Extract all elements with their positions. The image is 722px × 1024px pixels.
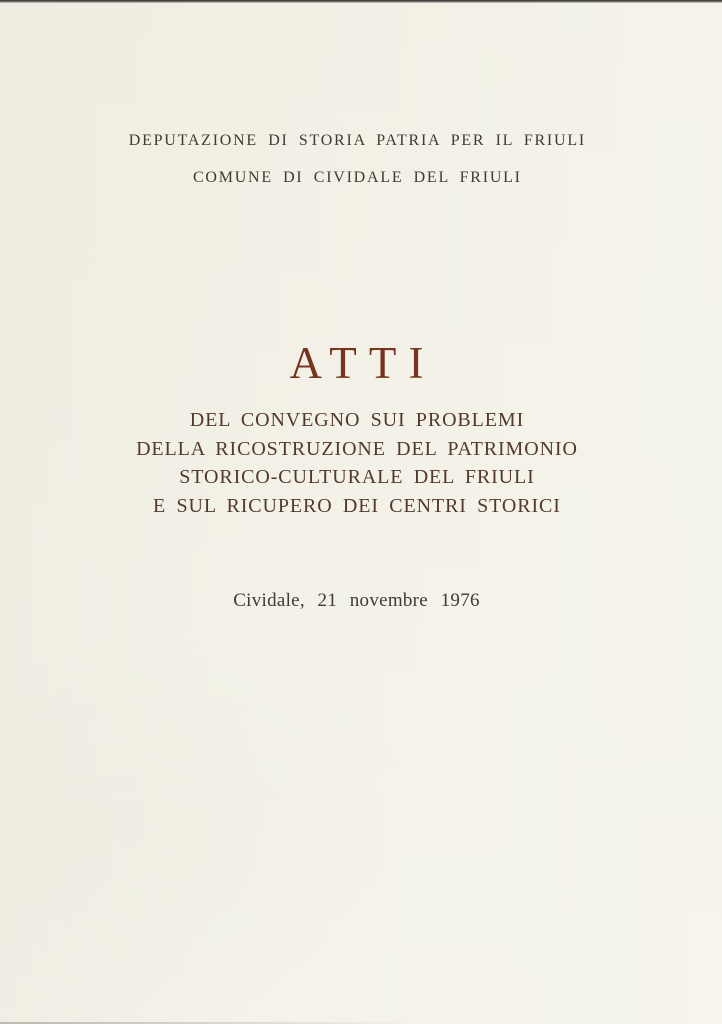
subtitle-line-4: E SUL RICUPERO DEI CENTRI STORICI xyxy=(153,494,561,517)
subtitle-block xyxy=(0,406,713,520)
subtitle-line-3: STORICO-CULTURALE DEL FRIULI xyxy=(179,466,535,488)
subtitle-line-2: DELLA RICOSTRUZIONE DEL PATRIMONIO xyxy=(136,437,578,460)
subtitle-line-1: DEL CONVEGNO SUI PROBLEMI xyxy=(189,409,525,431)
publisher-line-2: COMUNE DI CIVIDALE DEL FRIULI xyxy=(192,169,522,186)
page-title: ATTI xyxy=(289,338,436,388)
publisher-line-1: DEPUTAZIONE DI STORIA PATRIA PER IL FRIULI xyxy=(128,132,586,149)
imprint-date: Cividale, 21 novembre 1976 xyxy=(233,590,480,611)
scan-edge-artifact-top xyxy=(0,0,722,3)
